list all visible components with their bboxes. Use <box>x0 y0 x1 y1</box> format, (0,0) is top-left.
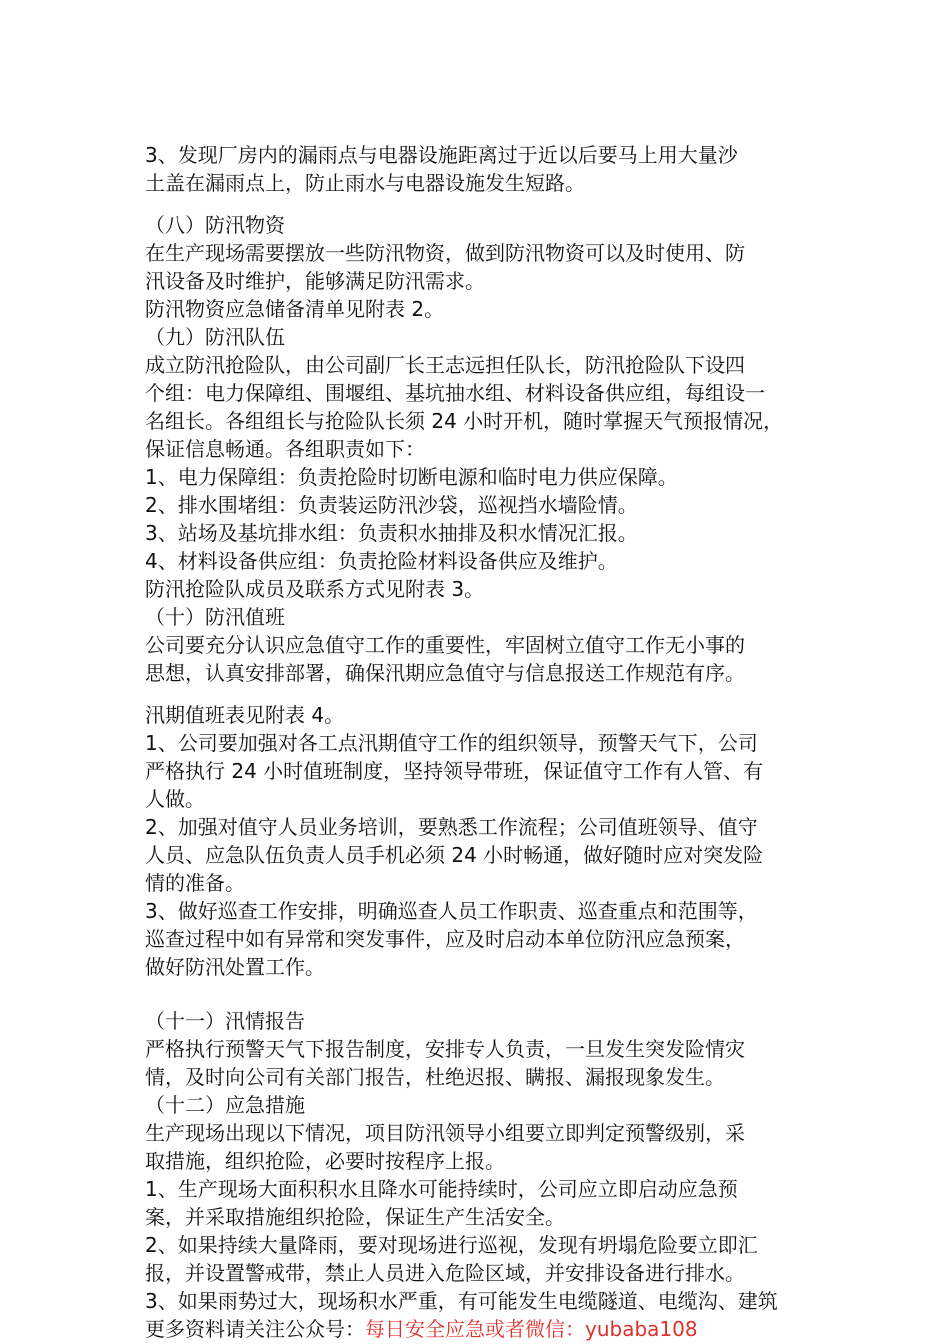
text-line: 2、如果持续大量降雨，要对现场进行巡视，发现有坍塌危险要立即汇 <box>145 1233 758 1257</box>
footer-line <box>145 1315 825 1343</box>
text-line: 4、材料设备供应组：负责抢险材料设备供应及维护。 <box>145 549 618 573</box>
text-line: 个组：电力保障组、围堰组、基坑抽水组、材料设备供应组，每组设一 <box>145 381 765 405</box>
text-line: 防汛抢险队成员及联系方式见附表 3。 <box>145 577 485 601</box>
text-line: （十）防汛值班 <box>145 605 285 629</box>
text-line: 案，并采取措施组织抢险，保证生产生活安全。 <box>145 1205 565 1229</box>
text-line: 汛设备及时维护，能够满足防汛需求。 <box>145 269 485 293</box>
text-line: 3、如果雨势过大，现场积水严重，有可能发生电缆隧道、电缆沟、建筑 <box>145 1289 778 1313</box>
text-line: 3、站场及基坑排水组：负责积水抽排及积水情况汇报。 <box>145 521 638 545</box>
text-line: 情，及时向公司有关部门报告，杜绝迟报、瞒报、漏报现象发生。 <box>145 1065 725 1089</box>
text-line: 严格执行 24 小时值班制度，坚持领导带班，保证值守工作有人管、有 <box>145 759 764 783</box>
text-line: 严格执行预警天气下报告制度，安排专人负责，一旦发生突发险情灾 <box>145 1037 745 1061</box>
text-line: （十二）应急措施 <box>145 1093 305 1117</box>
text-line: 汛期值班表见附表 4。 <box>145 703 345 727</box>
text-line: 2、排水围堵组：负责装运防汛沙袋，巡视挡水墙险情。 <box>145 493 638 517</box>
text-line: 1、生产现场大面积积水且降水可能持续时，公司应立即启动应急预 <box>145 1177 738 1201</box>
text-line: 土盖在漏雨点上，防止雨水与电器设施发生短路。 <box>145 171 585 195</box>
text-line: 名组长。各组组长与抢险队长须 24 小时开机，随时掌握天气预报情况， <box>145 409 784 433</box>
text-line: 3、发现厂房内的漏雨点与电器设施距离过于近以后要马上用大量沙 <box>145 143 738 167</box>
text-line: 报，并设置警戒带，禁止人员进入危险区域，并安排设备进行排水。 <box>145 1261 745 1285</box>
text-line: 思想，认真安排部署，确保汛期应急值守与信息报送工作规范有序。 <box>145 661 745 685</box>
footer-contact-highlight: 每日安全应急或者微信：yubaba108 <box>365 1317 698 1341</box>
text-line: 1、公司要加强对各工点汛期值守工作的组织领导，预警天气下，公司 <box>145 731 758 755</box>
text-line: 人员、应急队伍负责人员手机必须 24 小时畅通，做好随时应对突发险 <box>145 843 764 867</box>
text-line: （八）防汛物资 <box>145 213 285 237</box>
text-line: （十一）汛情报告 <box>145 1009 305 1033</box>
text-line: 成立防汛抢险队，由公司副厂长王志远担任队长，防汛抢险队下设四 <box>145 353 745 377</box>
text-line: 人做。 <box>145 787 205 811</box>
text-line: 公司要充分认识应急值守工作的重要性，牢固树立值守工作无小事的 <box>145 633 745 657</box>
text-line: 保证信息畅通。各组职责如下： <box>145 437 425 461</box>
text-line: 取措施，组织抢险，必要时按程序上报。 <box>145 1149 505 1173</box>
text-line: 情的准备。 <box>145 871 245 895</box>
text-line: 巡查过程中如有异常和突发事件，应及时启动本单位防汛应急预案， <box>145 927 745 951</box>
text-line: （九）防汛队伍 <box>145 325 285 349</box>
text-line: 防汛物资应急储备清单见附表 2。 <box>145 297 445 321</box>
text-line: 在生产现场需要摆放一些防汛物资，做到防汛物资可以及时使用、防 <box>145 241 745 265</box>
text-line: 生产现场出现以下情况，项目防汛领导小组要立即判定预警级别，采 <box>145 1121 745 1145</box>
document-body <box>145 141 825 1343</box>
text-line: 3、做好巡查工作安排，明确巡查人员工作职责、巡查重点和范围等， <box>145 899 758 923</box>
footer-prefix: 更多资料请关注公众号： <box>145 1317 365 1341</box>
text-line: 1、电力保障组：负责抢险时切断电源和临时电力供应保障。 <box>145 465 678 489</box>
text-line: 2、加强对值守人员业务培训，要熟悉工作流程；公司值班领导、值守 <box>145 815 758 839</box>
text-line: 做好防汛处置工作。 <box>145 955 325 979</box>
